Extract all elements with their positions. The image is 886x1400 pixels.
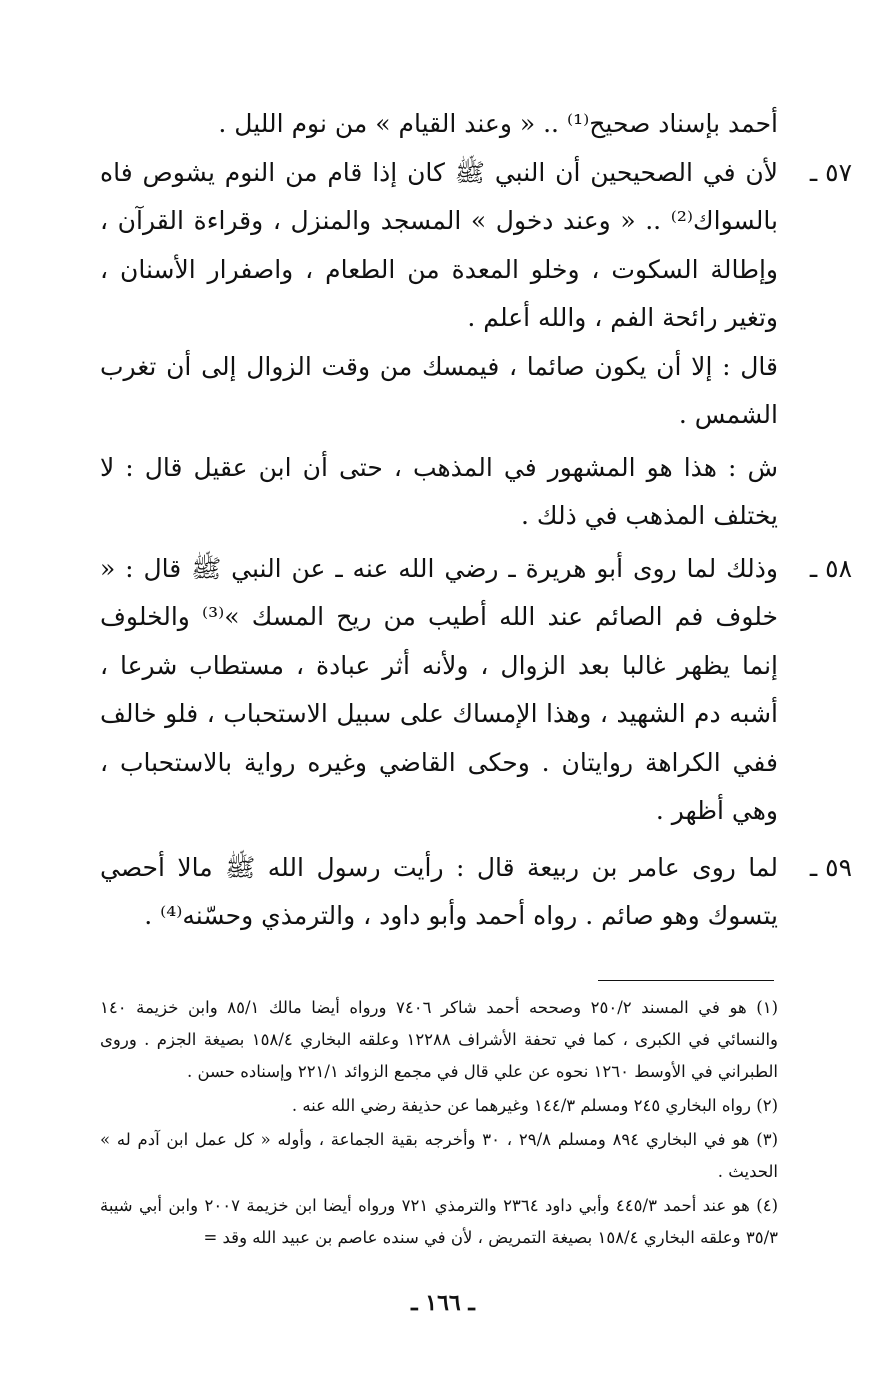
paragraph-text: ش : هذا هو المشهور في المذهب ، حتى أن ابن عقيل قال : لا يختلف المذهب في ذلك .: [100, 452, 778, 530]
page-number: ـ ١٦٦ ـ: [411, 1290, 475, 1316]
paragraph-sharh: [100, 444, 778, 541]
footnote-3: (٣) هو في البخاري ٨٩٤ ومسلم ٢٩/٨ ، ٣٠ وأخرجه بقية الجماعة ، وأوله « كل عمل ابن آدم له » الحديث .: [100, 1130, 778, 1181]
paragraph-number: ٥٨ ـ: [809, 553, 852, 583]
paragraph-number: ٥٩ ـ: [809, 852, 852, 882]
paragraph-text: لما روى عامر بن ربيعة قال : رأيت رسول الله ﷺ مالا أحصي يتسوك وهو صائم . رواه أحمد وأبو داود ، والترمذي وحسّنه⁽⁴⁾ .: [100, 852, 778, 930]
paragraph-58: [100, 545, 852, 836]
paragraph-59: [100, 844, 852, 941]
footnote-2: (٢) رواه البخاري ٢٤٥ ومسلم ١٤٤/٣ وغيرهما عن حذيفة رضي الله عنه .: [291, 1096, 778, 1115]
paragraph-text: أحمد بإسناد صحيح⁽¹⁾ .. « وعند القيام » من نوم الليل .: [218, 109, 778, 138]
paragraph-text: قال : إلا أن يكون صائما ، فيمسك من وقت الزوال إلى أن تغرب الشمس .: [100, 351, 778, 429]
paragraph-number: ٥٧ ـ: [809, 157, 852, 187]
paragraph-qal: [100, 343, 778, 440]
paragraph-text: وذلك لما روى أبو هريرة ـ رضي الله عنه ـ عن النبي ﷺ قال : « خلوف فم الصائم عند الله أطيب من ريح المسك »⁽³⁾ والخلوف إنما يظهر غالبا بعد الزوال ، ولأنه أثر عبادة ، مستطاب شرعا ، أشبه دم الشهيد ، وهذا الإمساك على سبيل الاستحباب ، فلو خالف ففي الكراهة روايتان . وحكى القاضي وغيره رواية بالاستحباب ، وهي أظهر .: [100, 553, 778, 825]
main-text: [100, 100, 852, 941]
paragraph-text: لأن في الصحيحين أن النبي ﷺ كان إذا قام من النوم يشوص فاه بالسواك⁽²⁾ .. « وعند دخول » المسجد والمنزل ، وقراءة القرآن ، وإطالة السكوت ، وخلو المعدة من الطعام ، واصفرار الأسنان ، وتغير رائحة الفم ، والله أعلم .: [100, 157, 778, 332]
footnote-4: (٤) هو عند أحمد ٤٤٥/٣ وأبي داود ٢٣٦٤ والترمذي ٧٢١ ورواه أيضا ابن خزيمة ٢٠٠٧ وابن أبي شيبة ٣٥/٣ وعلقه البخاري ١٥٨/٤ بصيغة التمريض ، لأن في سنده عاصم بن عبيد الله وقد =: [100, 1196, 778, 1247]
footnote-separator: [598, 980, 774, 981]
footnotes: [100, 992, 778, 1254]
footnote-1: (١) هو في المسند ٢٥٠/٢ وصححه أحمد شاكر ٧٤٠٦ ورواه أيضا مالك ٨٥/١ وابن خزيمة ١٤٠ والنسائي في الكبرى ، كما في تحفة الأشراف ١٢٢٨٨ وعلقه البخاري ١٥٨/٤ بصيغة الجزم . وروى الطبراني في الأوسط ١٢٦٠ نحوه عن علي قال في مجمع الزوائد ٢٢١/١ وإسناده حسن .: [100, 998, 779, 1081]
paragraph-continuation: [100, 100, 778, 149]
paragraph-57: [100, 149, 852, 343]
